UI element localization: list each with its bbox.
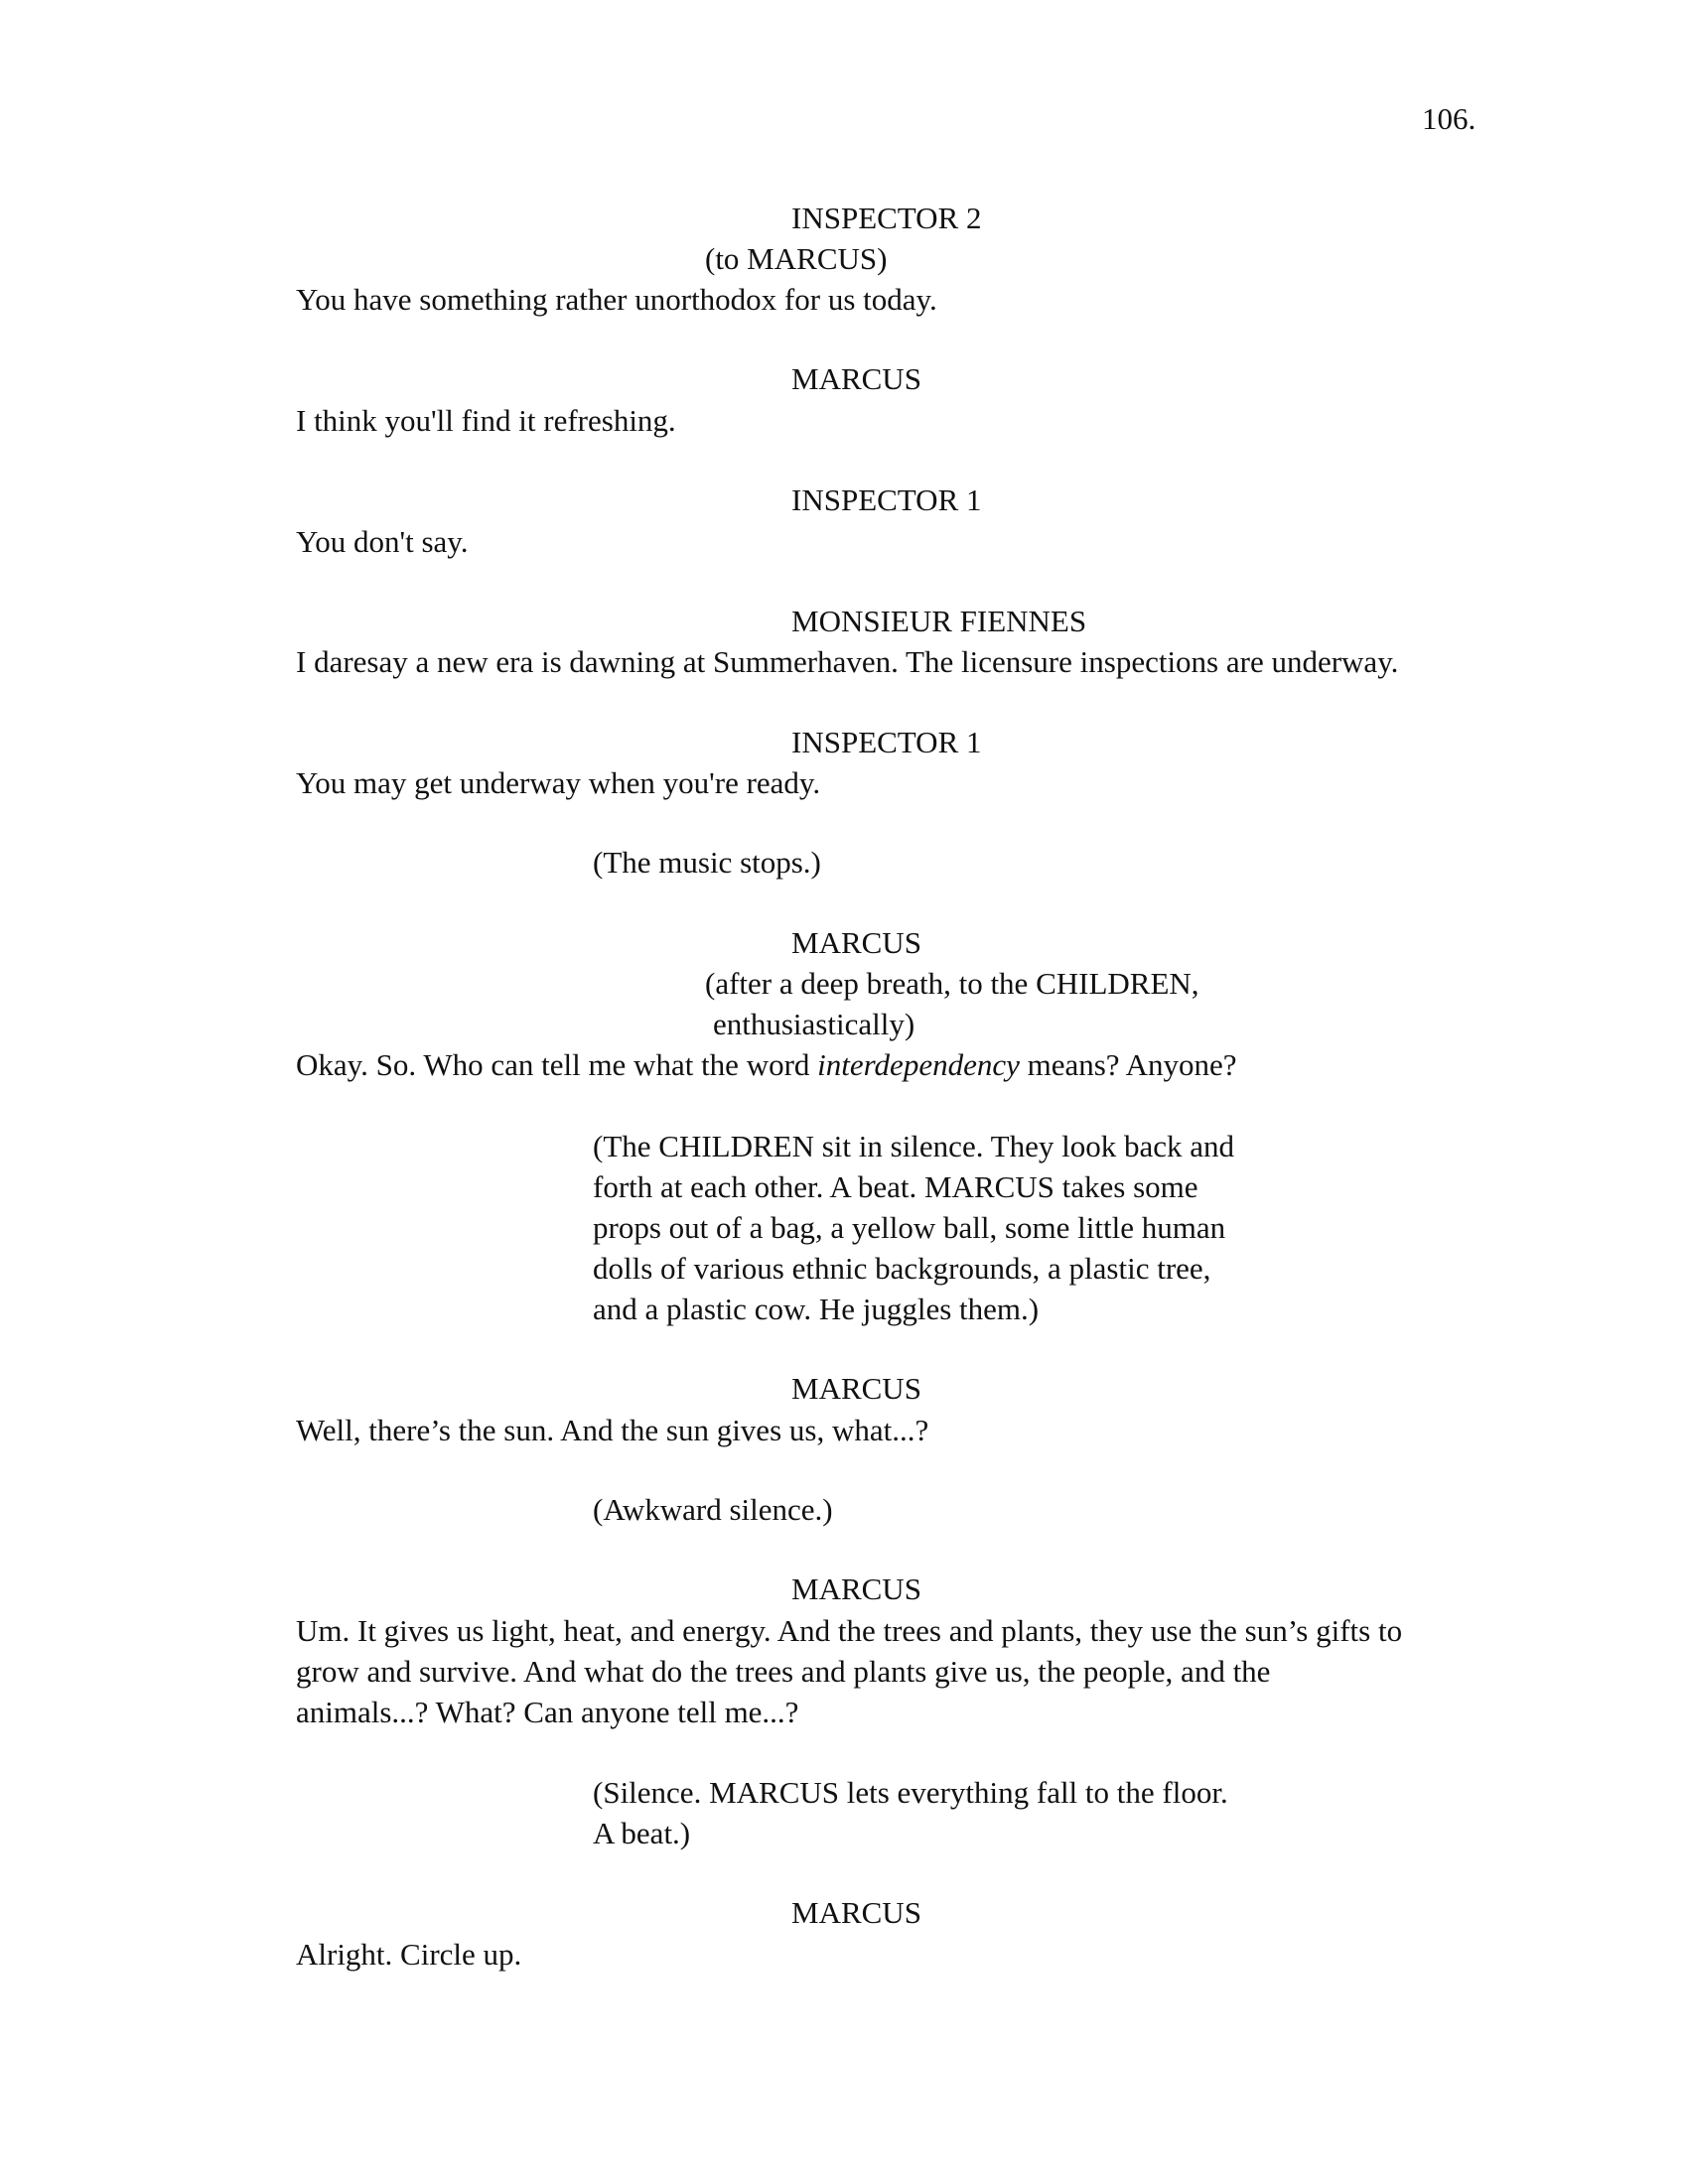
dialogue-line: animals...? What? Can anyone tell me...? <box>296 1695 799 1729</box>
stage-direction-line: and a plastic cow. He juggles them.) <box>593 1292 1040 1326</box>
stage-direction-line: props out of a bag, a yellow ball, some little human <box>593 1210 1226 1245</box>
stage-direction: (Awkward silence.) <box>593 1492 833 1527</box>
stage-direction-line: dolls of various ethnic backgrounds, a plastic tree, <box>593 1251 1211 1286</box>
dialogue-text: Okay. So. Who can tell me what the word <box>296 1047 818 1082</box>
character-name: MARCUS <box>791 361 921 396</box>
parenthetical: (after a deep breath, to the CHILDREN, <box>705 966 1199 1001</box>
dialogue-line: You may get underway when you're ready. <box>296 765 821 800</box>
dialogue-text: means? Anyone? <box>1019 1047 1237 1082</box>
stage-direction: (The music stops.) <box>593 845 821 880</box>
dialogue-line: Well, there’s the sun. And the sun gives us, what...? <box>296 1413 929 1447</box>
stage-direction-line: (The CHILDREN sit in silence. They look back and <box>593 1129 1234 1163</box>
stage-direction-line: (Silence. MARCUS lets everything fall to the floor. <box>593 1775 1228 1810</box>
stage-direction-line: A beat.) <box>593 1816 691 1850</box>
character-name: MARCUS <box>791 925 921 960</box>
character-name: MARCUS <box>791 1371 921 1406</box>
page-number: 106. <box>1422 101 1477 136</box>
character-name: INSPECTOR 1 <box>791 482 982 517</box>
character-name: MARCUS <box>791 1571 921 1606</box>
emphasized-word: interdependency <box>817 1047 1020 1082</box>
character-name: INSPECTOR 2 <box>791 201 982 235</box>
dialogue-line: I daresay a new era is dawning at Summerhaven. The licensure inspections are underway. <box>296 644 1399 679</box>
parenthetical: enthusiastically) <box>713 1007 915 1041</box>
dialogue-line: Alright. Circle up. <box>296 1937 522 1972</box>
dialogue-line: grow and survive. And what do the trees and plants give us, the people, and the <box>296 1654 1271 1689</box>
character-name: INSPECTOR 1 <box>791 725 982 759</box>
stage-direction-line: forth at each other. A beat. MARCUS takes some <box>593 1169 1198 1204</box>
dialogue-line: Um. It gives us light, heat, and energy. And the trees and plants, they use the sun’s gifts to <box>296 1613 1403 1648</box>
character-name: MONSIEUR FIENNES <box>791 604 1087 638</box>
dialogue-line <box>296 1049 1237 1080</box>
character-name: MARCUS <box>791 1895 921 1930</box>
parenthetical: (to MARCUS) <box>705 241 888 276</box>
dialogue-line: You don't say. <box>296 524 469 559</box>
dialogue-line: I think you'll find it refreshing. <box>296 403 676 438</box>
dialogue-line: You have something rather unorthodox for us today. <box>296 282 937 317</box>
